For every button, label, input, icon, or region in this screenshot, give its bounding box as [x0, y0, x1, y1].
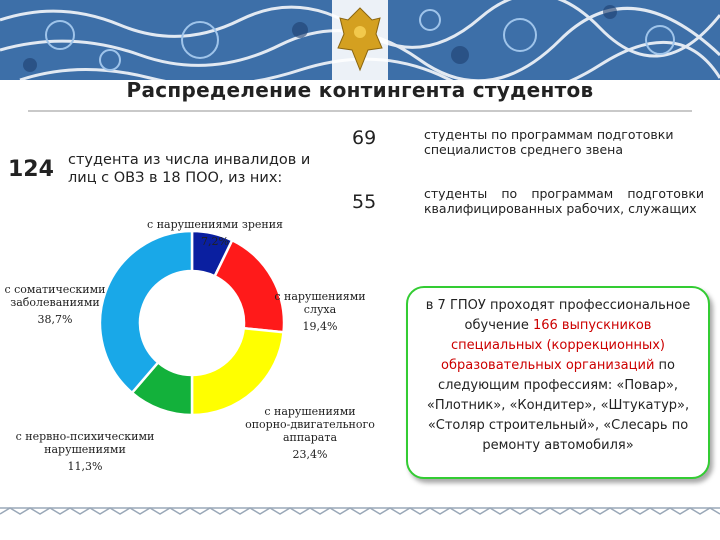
decorative-banner	[0, 0, 720, 80]
slice-label-0-0: с нарушениями зрения	[147, 218, 283, 231]
total-number: 124	[8, 157, 54, 182]
slice-label-1-1: слуха	[303, 303, 337, 316]
callout-text-end: по следующим профессиям: «Повар», «Плотник», «Кондитер», «Штукатур», «Столяр строительный», «Слесарь по ремонту автомобиля»	[426, 358, 690, 453]
donut-chart	[0, 200, 400, 480]
workers-description: студенты по программам подготовки квалифицированных рабочих, служащих	[424, 186, 704, 216]
slice-label-3-1: нарушениями	[44, 443, 126, 456]
callout-box	[406, 286, 710, 479]
donut-slice-1	[215, 240, 284, 332]
slice-label-2-0: с нарушениями	[264, 405, 356, 418]
emblem-icon	[320, 0, 400, 80]
title-divider	[28, 110, 692, 112]
callout-highlight: 166 выпускников специальных (коррекционных) образовательных организаций	[441, 318, 665, 373]
donut-slice-4	[100, 231, 192, 393]
slice-value-2: 23,4%	[292, 448, 328, 461]
slice-value-0: 7,2%	[201, 235, 229, 248]
spo-number: 69	[352, 127, 377, 149]
slice-value-4: 38,7%	[37, 313, 73, 326]
slice-label-3-0: с нервно-психическими	[15, 430, 155, 443]
total-description: студента из числа инвалидов и лиц с ОВЗ в 18 ПОО, из них:	[68, 152, 311, 186]
spo-description: студенты по программам подготовки специалистов среднего звена	[424, 127, 674, 157]
callout-text-start: в 7 ГПОУ проходят профессиональное обучение	[425, 298, 691, 333]
slice-value-1: 19,4%	[302, 320, 338, 333]
slice-value-3: 11,3%	[67, 460, 103, 473]
slice-label-2-2: аппарата	[282, 431, 338, 444]
slice-label-4-1: заболеваниями	[10, 296, 100, 309]
donut-slice-2	[192, 328, 284, 415]
page-title: Распределение контингента студентов	[126, 78, 594, 102]
workers-number: 55	[352, 191, 377, 213]
slice-label-1-0: с нарушениями	[274, 290, 366, 303]
footer-ornament	[0, 500, 720, 530]
slice-label-2-1: опорно-двигательного	[245, 418, 375, 431]
slice-label-4-0: с соматическими	[4, 283, 106, 296]
